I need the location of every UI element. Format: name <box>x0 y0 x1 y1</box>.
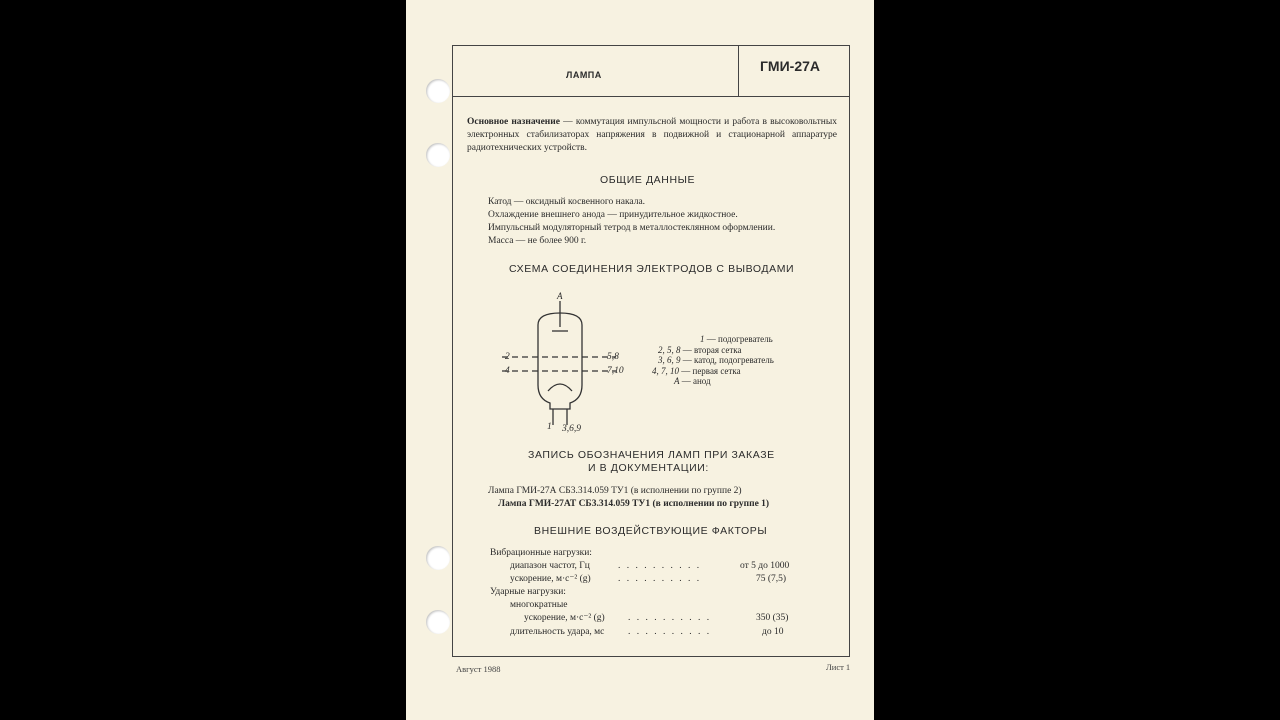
acceleration-label: ускорение, м·с⁻² (g) <box>510 574 591 584</box>
legend-item <box>652 366 741 376</box>
general-line: Масса — не более 900 г. <box>488 236 587 246</box>
legend-item <box>700 334 773 344</box>
ordering-line: Лампа ГМИ-27А СБ3.314.059 ТУ1 (в исполнении по группе 2) <box>488 486 742 496</box>
duration-label: длительность удара, мс <box>510 627 605 637</box>
pin-label-7-10: 7,10 <box>607 366 624 376</box>
punch-hole <box>426 546 450 570</box>
footer-date: Август 1988 <box>456 664 501 674</box>
general-line: Охлаждение внешнего анода — принудительное жидкостное. <box>488 210 738 220</box>
acceleration-value: 75 (7,5) <box>756 574 787 584</box>
punch-hole <box>426 143 450 167</box>
legend-desc: — катод, подогреватель <box>680 355 774 365</box>
external-heading: ВНЕШНИЕ ВОЗДЕЙСТВУЮЩИЕ ФАКТОРЫ <box>534 525 768 537</box>
pin-label-2: 2 <box>505 352 510 362</box>
header-divider <box>452 96 850 97</box>
legend-pins: 2, 5, 8 <box>658 345 681 355</box>
leader-dots: . . . . . . . . . . <box>618 574 702 584</box>
leader-dots: . . . . . . . . . . <box>628 627 712 637</box>
leader-dots: . . . . . . . . . . <box>628 613 712 623</box>
footer-sheet: Лист 1 <box>826 662 851 672</box>
punch-hole <box>426 79 450 103</box>
purpose-text: — коммутация импульсной мощности и работа в высоковольтных электронных стабилизаторах напряжения в подвижной и стационарной аппаратуре радиотехнических устройств. <box>467 117 837 153</box>
general-line: Импульсный модуляторный тетрод в металлостеклянном оформлении. <box>488 223 776 233</box>
purpose-paragraph <box>467 116 837 155</box>
legend-pins: 4, 7, 10 <box>652 366 679 376</box>
document-page <box>406 0 874 720</box>
pin-label-1: 1 <box>547 422 552 432</box>
general-heading: ОБЩИЕ ДАННЫЕ <box>600 174 696 186</box>
frequency-label: диапазон частот, Гц <box>510 561 590 571</box>
multiple-label: многократные <box>510 600 568 610</box>
ordering-heading-line2: И В ДОКУМЕНТАЦИИ: <box>588 462 709 474</box>
shock-label: Ударные нагрузки: <box>490 587 566 597</box>
pin-label-anode: А <box>557 291 563 301</box>
leader-dots: . . . . . . . . . . <box>618 561 702 571</box>
header-vertical-divider <box>738 45 739 96</box>
duration-value: до 10 <box>762 627 784 637</box>
scheme-heading: СХЕМА СОЕДИНЕНИЯ ЭЛЕКТРОДОВ С ВЫВОДАМИ <box>509 263 795 275</box>
header-model: ГМИ-27А <box>760 58 821 74</box>
legend-pins: 1 <box>700 334 705 344</box>
punch-hole <box>426 610 450 634</box>
legend-desc: — анод <box>679 376 711 386</box>
purpose-label: Основное назначение <box>467 117 560 127</box>
legend-item <box>658 355 774 365</box>
general-line: Катод — оксидный косвенного накала. <box>488 197 646 207</box>
legend-item <box>674 376 711 386</box>
legend-desc: — первая сетка <box>679 366 741 376</box>
frequency-value: от 5 до 1000 <box>740 561 790 571</box>
pin-label-5-8: 5,8 <box>607 352 619 362</box>
legend-item <box>658 345 742 355</box>
legend-pins: А <box>674 376 680 386</box>
legend-desc: — подогреватель <box>704 334 773 344</box>
legend-pins: 3, 6, 9 <box>658 355 681 365</box>
pin-label-4: 4 <box>505 366 510 376</box>
ordering-heading-line1: ЗАПИСЬ ОБОЗНАЧЕНИЯ ЛАМП ПРИ ЗАКАЗЕ <box>528 449 775 461</box>
shock-acceleration-value: 350 (35) <box>756 613 789 623</box>
pin-label-3-6-9: 3,6,9 <box>562 424 581 434</box>
vibration-label: Вибрационные нагрузки: <box>490 548 592 558</box>
legend-desc: — вторая сетка <box>680 345 742 355</box>
ordering-line: Лампа ГМИ-27АТ СБ3.314.059 ТУ1 (в исполнении по группе 1) <box>498 499 770 509</box>
shock-acceleration-label: ускорение, м·с⁻² (g) <box>524 613 605 623</box>
header-title: ЛАМПА <box>566 70 602 80</box>
